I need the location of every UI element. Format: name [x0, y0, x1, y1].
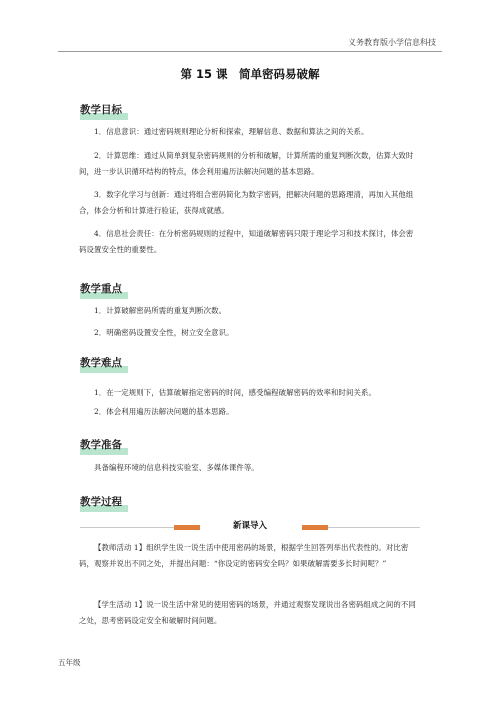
section-heading-difficulties: 教学难点: [80, 353, 126, 373]
teacher-activity: 【教师活动 1】组织学生说一说生活中使用密码的场景，根据学生回答列举出代表性的。对比密码，观察并说出不同之处，并提出问题：“你设定的密码安全吗？如果破解需要多长时间呢？”: [79, 543, 409, 568]
goal-item: 1．信息意识：通过密码规则理论分析和探索，理解信息、数据和算法之间的关系。: [94, 127, 369, 136]
section-heading-key-points: 教学重点: [80, 279, 126, 299]
section-heading-goals: 教学目标: [80, 100, 126, 120]
header-publisher: 义务教育版小学信息科技: [348, 38, 436, 47]
goal-item: 4．信息社会责任：在分析密码规则的过程中，知道破解密码只限于理论学习和技术探讨，体会密码设置安全性的重要性。: [79, 229, 414, 254]
key-point-item: 1．计算破解密码所需的重复判断次数。: [94, 306, 227, 315]
student-activity: 【学生活动 1】说一说生活中常见的使用密码的场景，并通过观察发现说出各密码组成之间的不同之处，思考密码设定安全和破解时间问题。: [79, 600, 416, 625]
banner-line-right: [328, 527, 420, 528]
section-heading-process: 教学过程: [80, 492, 126, 512]
key-point-item: 2．明确密码设置安全性，树立安全意识。: [94, 328, 234, 337]
difficulty-item: 2．体会利用遍历法解决问题的基本思路。: [94, 407, 234, 416]
footer-grade: 五年级: [58, 658, 81, 667]
banner-accent-right: [302, 525, 328, 530]
difficulty-item: 1．在一定规则下，估算破解指定密码的时间，感受编程破解密码的效率和时间关系。: [94, 388, 376, 397]
header-divider: [58, 51, 442, 52]
lesson-title: 第 15 课 简单密码易破解: [180, 67, 320, 81]
section-heading-preparation: 教学准备: [80, 435, 126, 455]
goal-item: 2．计算思维：通过从简单到复杂密码规则的分析和破解，计算所需的重复判断次数，估算大致时间，进一步认识循环结构的特点，体会利用遍历法解决问题的基本思路。: [79, 151, 414, 176]
subsection-banner: [80, 517, 420, 533]
subsection-title: 新课导入: [232, 521, 267, 531]
goal-item: 3．数字化学习与创新：通过将组合密码简化为数字密码，把解决问题的思路理清，再加入其他组合，体会分析和计算进行验证，获得成就感。: [79, 190, 414, 215]
preparation-item: 具备编程环境的信息科技实验室、多媒体课件等。: [94, 463, 259, 472]
